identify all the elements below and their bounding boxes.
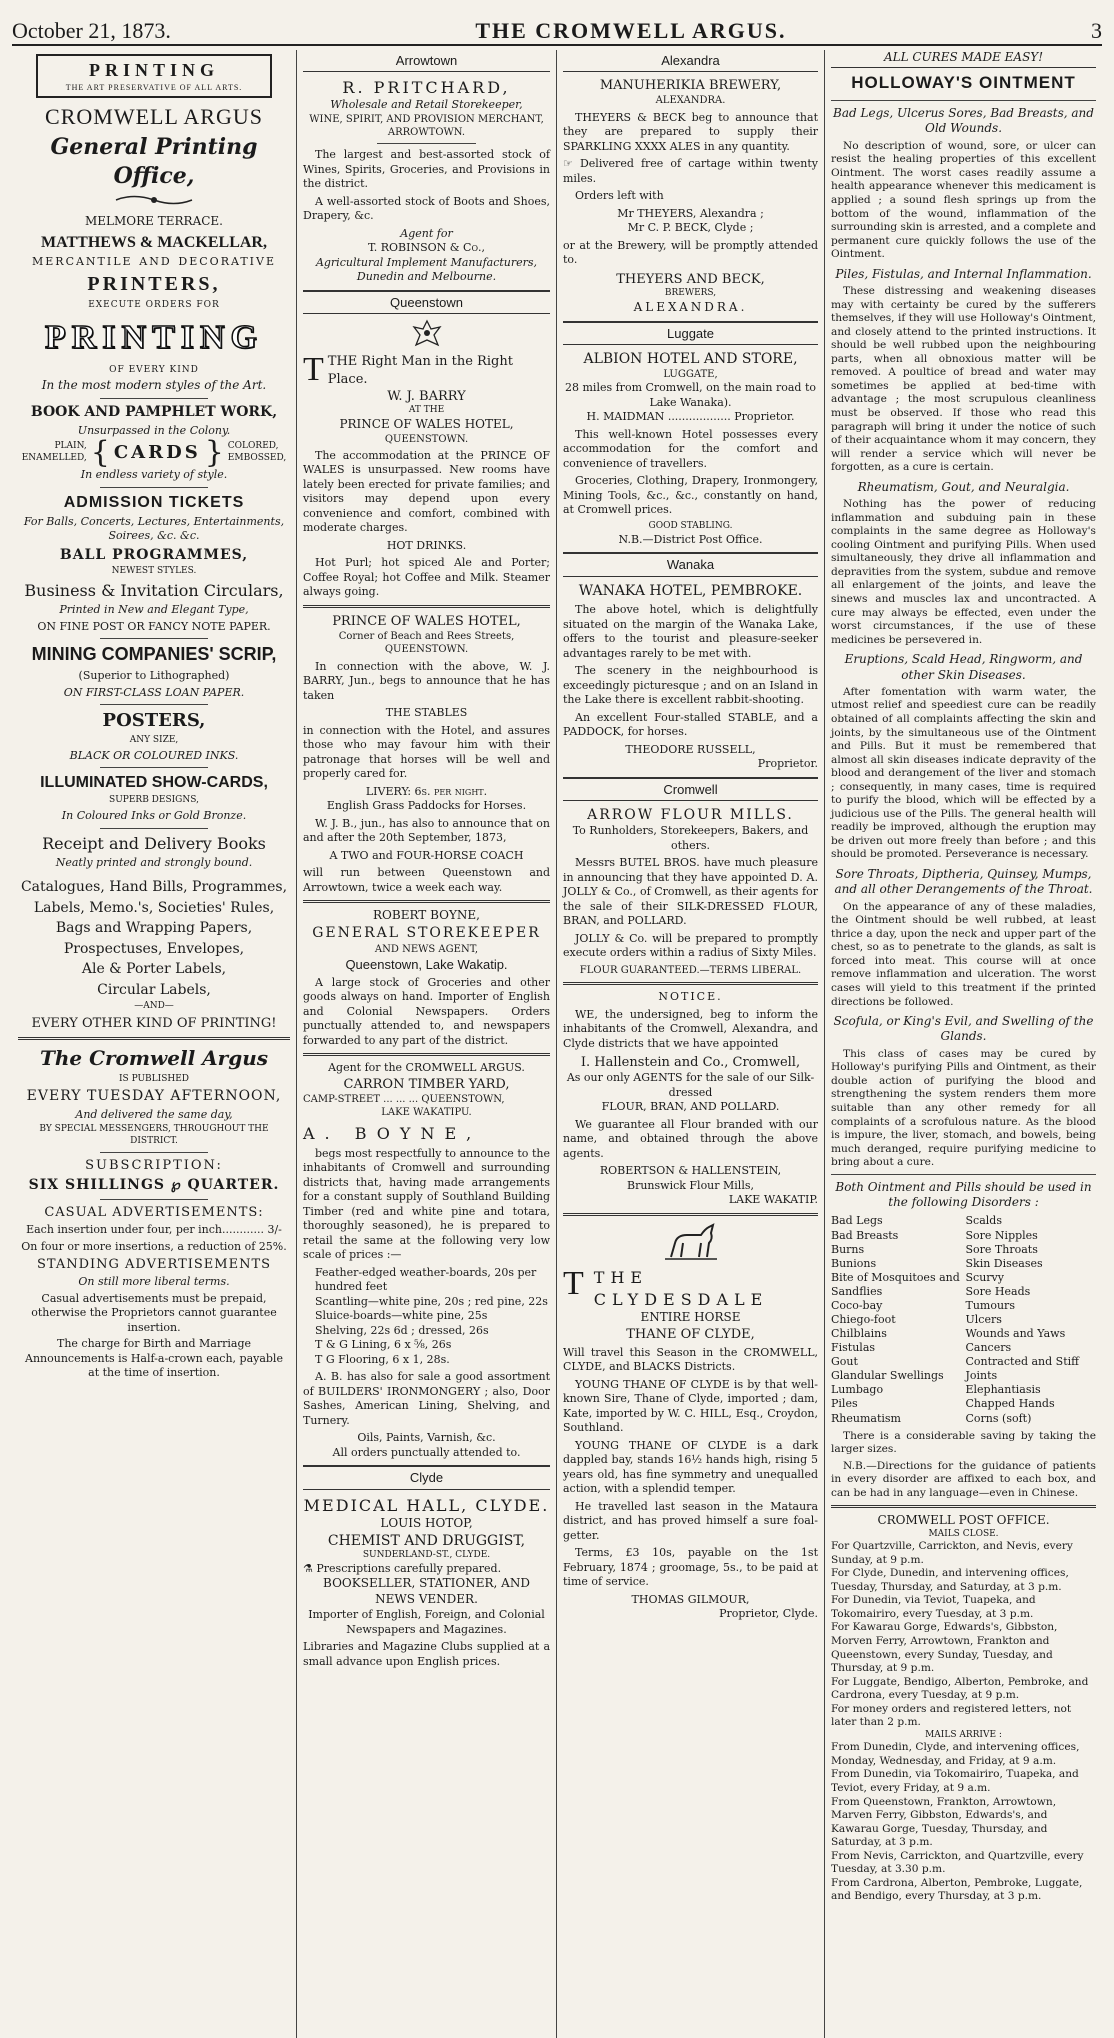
holloway-p5: On the appearance of any of these maladies, the Ointment should be well rubbed, at least thrice a day, upon the neck and upper part of the chest, so as to penetrate to the glands, as salt is forced into meat. This course will at once remove inflammation and ulceration. The worst cases will yield to this treatment if the printed directions be followed. [831, 900, 1096, 1008]
mr-theyers: Mr THEYERS, Alexandra ; [617, 206, 764, 220]
sunderland-st: SUNDERLAND-ST., CLYDE. [362, 1550, 491, 1561]
chemist-druggist: CHEMIST AND DRUGGIST, [327, 1532, 526, 1549]
four-insertions: On four or more insertions, a reduction of 25%. [21, 1239, 287, 1253]
agricultural: Agricultural Implement Manufacturers, Dunedin and Melbourne. [315, 255, 538, 284]
prince-of-wales: PRINCE OF WALES HOTEL, [339, 416, 514, 431]
delivered-free [563, 157, 818, 186]
disorder-item: Bite of Mosquitoes and Sandflies [831, 1270, 960, 1298]
all-orders: All orders punctually attended to. [332, 1445, 521, 1459]
brace-right-icon: } [204, 435, 224, 471]
casual-prepaid: Casual advertisements must be prepaid, otherwise the Proprietors cannot guarantee insertion. [31, 1291, 277, 1334]
alexandra-2: ALEXANDRA. [633, 299, 748, 314]
price-item: T & G Lining, 6 x ⅝, 26s [315, 1338, 452, 1352]
mercantile-label: MERCANTILE [32, 254, 133, 268]
and-separator: —AND— [134, 1001, 174, 1012]
divider [100, 828, 209, 829]
to-runholders: To Runholders, Storekeepers, Bakers, and others. [572, 824, 809, 852]
general-storekeeper: GENERAL STOREKEEPER [312, 925, 541, 942]
columns [12, 50, 1102, 2038]
luggate-label: LUGGATE, [663, 369, 718, 381]
ball-programmes: BALL PROGRAMMES, [59, 546, 249, 563]
price-item: Shelving, 22s 6d ; dressed, 26s [315, 1323, 489, 1337]
wanaka-p5: The scenery in the neighbourhood is exceedingly picturesque ; and on an Island in the Lake there is excellent rabbit-shooting. [563, 664, 818, 707]
newest-styles: NEWEST STYLES. [111, 566, 197, 577]
divider [100, 1152, 209, 1153]
bags-papers: Bags and Wrapping Papers, [55, 920, 253, 937]
disorder-item: Cancers [965, 1341, 1012, 1355]
holloway-p6: This class of cases may be cured by Holloway's purifying Pills and Ointment, as their double action of purifying the blood and strengthening the system renders them more suitable than any other remedy for all complaints of a scrofulous nature. As the blood is impure, the liver, stomach, and bowels, being much deranged, require purifying medicine to bring about a cure. [831, 1047, 1096, 1169]
holloway-p8: N.B.—Directions for the guidance of patients in every disorder are affixed to each box, and can be had in any language—even in Chinese. [831, 1459, 1096, 1499]
robertson-hallenstein: ROBERTSON & HALLENSTEIN, [599, 1164, 782, 1178]
mortar-icon: ⚗ [303, 1561, 313, 1575]
mail-entry: For Luggate, Bendigo, Alberton, Pembroke, and Cardrona, every Tuesday, at 9 p.m. [831, 1675, 1089, 1702]
circular-labels: Circular Labels, [97, 981, 211, 998]
mail-entry: From Nevis, Carrickton, and Quartzville, every Tuesday, at 3.30 p.m. [831, 1849, 1084, 1876]
notice-p11: We guarantee all Flour branded with our name, and obtained through the above agents. [563, 1117, 818, 1160]
disorder-item: Burns [831, 1242, 865, 1256]
theodore-russell: THEODORE RUSSELL, [625, 742, 756, 756]
holloway-p2: These distressing and weakening diseases may with certainty be cured by the sufferers themselves, if they will use Holloway's Ointment, and closely attend to the printed instructions. It should be well rubbed upon the neighbouring parts, when all obnoxious matter will be removed. A poultice of bread and water may sometimes be applied at bed-time with advantage ; the most scrupulous cleanliness must be observed. If those who read this paragraph will bring it under the notice of such of their acquaintance whom it may concern, they will render a service which will never be forgotten, as a cure is certain. [831, 285, 1096, 474]
printers-heading: PRINTERS, [87, 273, 221, 296]
printing-banner-title: PRINTING [88, 60, 219, 80]
horse-p15: He travelled last season in the Mataura district, and has proved himself a sure foal-getter. [563, 1499, 818, 1542]
brewery: MANUHERIKIA BREWERY, [599, 78, 782, 94]
disorder-item: Skin Diseases [965, 1256, 1043, 1270]
divider [377, 143, 476, 144]
alexandra-label: ALEXANDRA. [655, 95, 726, 107]
cards-line [18, 435, 290, 471]
book-pamphlet: BOOK AND PAMPHLET WORK, [30, 404, 278, 421]
holloway-p3: Nothing has the power of reducing inflammation and subduing pain in these complaints in the same degree as Holloway's cooling Ointment and purifying Pills. When used simultaneously, they drive all inflammation and depravities from the system, subdue and remove all enlargement of the joints, and leave the sinews and muscles lax and uncontracted. A cure may always be effected, even under the worst circumstances, if the use of these medicines be persevered in. [831, 498, 1096, 646]
drop-cap: T [303, 351, 324, 389]
section-arrowtown: Arrowtown [303, 50, 550, 72]
pointing-hand-icon: ☞ [563, 157, 573, 171]
disorder-item: Wounds and Yaws [965, 1327, 1066, 1341]
decorative-label: DECORATIVE [178, 254, 276, 268]
brewery-prompt: or at the Brewery, will be promptly attended to. [563, 238, 818, 267]
price-item: Scantling—white pine, 20s ; red pine, 22s [315, 1294, 548, 1308]
page-number: 3 [1090, 18, 1102, 43]
albion-hotel: ALBION HOTEL AND STORE, [583, 350, 798, 367]
superb-designs: SUPERB DESIGNS, [109, 795, 199, 806]
prospectuses: Prospectuses, Envelopes, [63, 940, 245, 957]
divider [831, 1174, 1096, 1175]
cards-label: CARDS [113, 442, 201, 464]
mail-entry: From Dunedin, via Tokomairiro, Tuapeka, and Teviot, every Friday, at 9 a.m. [831, 1768, 1079, 1795]
for-balls: For Balls, Concerts, Lectures, Entertainments, Soirees, &c. &c. [23, 514, 285, 543]
column-alexandra-cromwell [556, 50, 824, 2038]
heading-scrofula: Scofula, or King's Evil, and Swelling of the Glands. [833, 1014, 1094, 1044]
standing-ads: STANDING ADVERTISEMENTS [36, 1257, 272, 1273]
drop-cap: T [563, 1265, 590, 1303]
prescriptions: Prescriptions carefully prepared. [316, 1561, 502, 1575]
printing-decorative-heading: PRINTING [44, 318, 264, 356]
disorder-item: Scalds [965, 1214, 1002, 1228]
barry-p8: will run between Queenstown and Arrowtown, twice a week each way. [303, 866, 550, 894]
price-item: Feather-edged weather-boards, 20s per hundred feet [315, 1265, 537, 1294]
and-label: AND [139, 254, 172, 268]
section-luggate: Luggate [563, 321, 818, 345]
special-messengers: BY SPECIAL MESSENGERS, THROUGHOUT THE DISTRICT. [39, 1124, 269, 1147]
heading-piles: Piles, Fistulas, and Internal Inflammation. [835, 266, 1092, 281]
holloway-p1: No description of wound, sore, or ulcer can resist the healing properties of this excellent Ointment. The worst cases readily assume a health appearance whenever this medicament is applied ; a sound flesh springs up from the bottom of the wound, inflammation of the surrounding skin is arrested, and a complete and permanent cure quickly follows the use of the Ointment. [831, 139, 1096, 261]
mining-scrip: MINING COMPANIES' SCRIP, [31, 644, 277, 665]
right-man [303, 353, 550, 387]
barry-p3: The accommodation at the PRINCE OF WALES is unsurpassed. New rooms have lately been erected for private families; and visitors may depend upon every convenience and comfort, combined with moderate charges. [303, 448, 550, 535]
mr-beck: Mr C. P. BECK, Clyde ; [627, 221, 754, 235]
heading-eruptions: Eruptions, Scald Head, Ringworm, and other Skin Diseases. [844, 652, 1083, 682]
modern-styles: In the most modern styles of the Art. [41, 378, 267, 393]
birth-charge: The charge for Birth and Marriage Announcements is Half-a-crown each, payable at the time of insertion. [25, 1337, 283, 1380]
section-wanaka: Wanaka [563, 552, 818, 576]
theyers-beck: THEYERS AND BECK, [616, 271, 765, 287]
gilmour-proprietor: Proprietor, Clyde. [719, 1607, 818, 1621]
disorder-item: Sore Nipples [965, 1228, 1038, 1242]
right-man-text: THE Right Man in the Right Place. [327, 354, 513, 387]
wanaka-p4: The above hotel, which is delightfully situated on the margin of the Wanaka Lake, offers to the tourist and pleasure-seeker advantages rarely to be met with. [563, 602, 818, 660]
posters: POSTERS, [102, 710, 206, 732]
heading-sore-throats: Sore Throats, Diptheria, Quinsey, Mumps, and all other Derangements of the Throat. [834, 866, 1093, 897]
is-published: IS PUBLISHED [118, 1073, 189, 1084]
disorder-item: Contracted and Stiff Joints [965, 1355, 1079, 1383]
coloured-inks: In Coloured Inks or Gold Bronze. [61, 809, 247, 823]
mail-entry: For Kawarau Gorge, Edwards's, Gibbston, Morven Ferry, Arrowtown, Frankton and Queenstown, every Sunday, Tuesday, and Thursday, at 9 p.m. [831, 1621, 1058, 1675]
catalogues: Catalogues, Hand Bills, Programmes, [20, 879, 288, 896]
lake-wakatipu: LAKE WAKATIPU. [381, 1107, 472, 1119]
double-rule [18, 1037, 290, 1040]
printing-banner-sub: THE ART PRESERVATIVE OF ALL ARTS. [65, 82, 243, 92]
pritchard-p1: The largest and best-assorted stock of Wines, Spirits, Groceries, and Provisions in the district. [303, 148, 550, 191]
column-printing-office [12, 50, 296, 2038]
queenstown-label: QUEENSTOWN. [384, 433, 469, 445]
mails-close-list [831, 1540, 1096, 1730]
colored-label: COLORED, [227, 441, 279, 452]
robinson: T. ROBINSON & Co., [368, 241, 485, 255]
section-cromwell: Cromwell [563, 777, 818, 801]
six-shillings: SIX SHILLINGS ℘ QUARTER. [28, 1177, 280, 1194]
pritchard-p2: A well-assorted stock of Boots and Shoes, Drapery, &c. [303, 194, 550, 223]
column-arrowtown-queenstown [296, 50, 556, 2038]
wine-merchant: WINE, SPIRIT, AND PROVISION MERCHANT, [309, 113, 544, 125]
mail-entry: For Dunedin, via Teviot, Tuapeka, and Tokomairiro, every Tuesday, at 3 p.m. [831, 1594, 1036, 1620]
first-class-paper: ON FIRST-CLASS LOAN PAPER. [63, 685, 245, 699]
mail-entry: From Queenstown, Frankton, Arrowtown, Marven Ferry, Gibbston, Edwards's, and Kawarau Gorge, Tuesday, Thursday, and Saturday, at 3 p.m. [831, 1795, 1057, 1849]
agent-for: Agent for [400, 226, 453, 240]
arrow-flour-mills: ARROW FLOUR MILLS. [587, 806, 794, 823]
liberal-terms: On still more liberal terms. [78, 1275, 230, 1289]
prescriptions-line [303, 1562, 550, 1577]
divider [831, 100, 1096, 101]
disorder-item: Tumours [965, 1298, 1015, 1312]
bookseller: BOOKSELLER, STATIONER, AND NEWS VENDER. [323, 1576, 530, 1607]
agent-argus: Agent for the CROMWELL ARGUS. [328, 1061, 525, 1075]
mail-entry: From Dunedin, Clyde, and intervening offices, Monday, Wednesday, and Friday, at 9 a.m. [831, 1741, 1080, 1767]
good-stabling: GOOD STABLING. [648, 520, 733, 531]
camp-street: CAMP-STREET ... ... ... QUEENSTOWN, [303, 1094, 505, 1106]
scroll-ornament-icon [18, 193, 290, 212]
robert-boyne: ROBERT BOYNE, [373, 908, 480, 923]
newspaper-title: THE CROMWELL ARGUS. [475, 18, 787, 43]
mercantile-decorative [18, 255, 290, 270]
at-the: AT THE [408, 404, 445, 415]
hallenstein: I. Hallenstein and Co., Cromwell, [580, 1055, 801, 1071]
double-rule [831, 1505, 1096, 1508]
district-post: N.B.—District Post Office. [618, 532, 763, 546]
barry: W. J. BARRY [387, 388, 466, 404]
section-alexandra: Alexandra [563, 50, 818, 72]
stables: THE STABLES [385, 706, 468, 720]
heading-rheumatism: Rheumatism, Gout, and Neuralgia. [857, 479, 1070, 494]
boyne-p9: A large stock of Groceries and other goods always on hand. Importer of English and Colonial Newspapers. Orders punctually attended to, and newspapers forwarded to any part of the district. [303, 975, 550, 1047]
paddocks: English Grass Paddocks for Horses. [326, 799, 527, 813]
disorder-item: Elephantiasis [965, 1383, 1041, 1397]
disorder-item: Chapped Hands [965, 1397, 1055, 1411]
news-agent: AND NEWS AGENT, [374, 943, 479, 955]
disorders-list [831, 1214, 1096, 1425]
every-other-kind: EVERY OTHER KIND OF PRINTING! [31, 1016, 277, 1032]
flour-bran-pollard: FLOUR, BRAN, AND POLLARD. [601, 1100, 780, 1114]
brace-left-icon: { [90, 435, 110, 471]
prince-of-wales-2: PRINCE OF WALES HOTEL, [332, 613, 521, 629]
barry-p5: In connection with the above, W. J. BARRY, Jun., begs to announce that he has taken [303, 659, 550, 702]
subscription: SUBSCRIPTION: [85, 1158, 223, 1174]
mails-arrive-list [831, 1741, 1096, 1904]
double-rule [303, 900, 550, 903]
orders-left: Orders left with [575, 189, 664, 203]
issue-date: October 21, 1873. [12, 18, 171, 43]
brewers: BREWERS, [664, 287, 717, 298]
mail-entry: For Clyde, Dunedin, and intervening offices, Tuesday, Thursday, and Saturday, at 3 p.m. [831, 1567, 1069, 1593]
enamelled-label: ENAMELLED, [21, 453, 87, 464]
lake-wakatip-2: LAKE WAKATIP. [728, 1193, 818, 1207]
of-every-kind: OF EVERY KIND [109, 364, 199, 375]
disorder-item: Bad Legs [831, 1214, 883, 1228]
double-rule [563, 1213, 818, 1216]
libraries: Libraries and Magazine Clubs supplied at a small advance upon English prices. [303, 1640, 550, 1668]
office-address: MELMORE TERRACE. [84, 213, 223, 228]
horse-p16: Terms, £3 10s, payable on the 1st February, 1874 ; groomage, 5s., to be paid at time of service. [563, 1546, 818, 1589]
business-circulars: Business & Invitation Circulars, [24, 581, 284, 601]
divider [100, 487, 209, 488]
pritchard-heading: R. PRITCHARD, [342, 78, 511, 98]
price-item: Sluice-boards—white pine, 25s [315, 1309, 488, 1323]
unsurpassed: Unsurpassed in the Colony. [77, 423, 231, 437]
miles-from-cromwell: 28 miles from Cromwell, on the main road to Lake Wanaka). [565, 381, 816, 409]
plain-label: PLAIN, [54, 441, 87, 452]
pritchard-sub: Wholesale and Retail Storekeeper, [330, 98, 523, 112]
disorder-item: Chiego-foot [831, 1312, 896, 1326]
horse-icon [563, 1221, 818, 1268]
arrowtown-label: ARROWTOWN. [387, 126, 466, 138]
queenstown-2: QUEENSTOWN. [384, 644, 469, 656]
horse-p14: YOUNG THANE OF CLYDE is a dark dappled bay, stands 16½ hands high, rising 5 years old, has fine symmetry and unequalled action, with a splendid temper. [563, 1438, 818, 1496]
disorders-left [831, 1214, 962, 1425]
casual-ads: CASUAL ADVERTISEMENTS: [44, 1204, 264, 1220]
price-list [303, 1266, 550, 1368]
receipt-books: Receipt and Delivery Books [42, 833, 266, 853]
disorder-item: Corns (soft) [965, 1411, 1032, 1425]
labels-memos: Labels, Memo.'s, Societies' Rules, [33, 899, 275, 916]
double-rule [303, 1053, 550, 1056]
clydesdale [563, 1267, 818, 1309]
disorders-right [966, 1214, 1097, 1425]
paper-name: The Cromwell Argus [39, 1046, 268, 1071]
notice-p10: As our only AGENTS for the sale of our Silk-dressed [566, 1071, 815, 1099]
delivered-same-day: And delivered the same day, [75, 1107, 233, 1121]
notice-p9: WE, the undersigned, beg to inform the inhabitants of the Cromwell, Alexandra, and Clyde districts that we have appointed [563, 1007, 818, 1050]
printed-new-type: Printed in New and Elegant Type, [59, 603, 249, 617]
disorder-item: Sore Heads [965, 1284, 1031, 1298]
divider [100, 767, 209, 768]
each-insertion: Each insertion under four, per inch............ 3/- [26, 1223, 282, 1236]
masthead [12, 8, 1102, 46]
disorder-item: Lumbago [831, 1383, 884, 1397]
brewery-p1: THEYERS & BECK beg to announce that they are prepared to supply their SPARKLING XXXX ALES in any quantity. [563, 110, 818, 153]
boyne-p11: A. B. has also for sale a good assortment of BUILDERS' IRONMONGERY ; also, Door Sashes, American Lining, Shelving, and Turnery. [303, 1370, 550, 1427]
heading-disorders: Both Ointment and Pills should be used in the following Disorders : [835, 1179, 1092, 1210]
execute-orders: EXECUTE ORDERS FOR [88, 299, 220, 310]
albion-p2: This well-known Hotel possesses every accommodation for the comfort and convenience of travellers. [563, 427, 818, 470]
divider [100, 638, 209, 639]
flour-guaranteed: FLOUR GUARANTEED.—TERMS LIBERAL. [579, 964, 802, 976]
livery: LIVERY: 6s. per night. [365, 784, 488, 798]
hot-drinks: HOT DRINKS. [386, 538, 467, 552]
proprietors: MATTHEWS & MACKELLAR, [41, 233, 267, 251]
embossed-label: EMBOSSED, [227, 453, 287, 464]
thane-of-clyde: THANE OF CLYDE, [626, 1326, 755, 1342]
double-rule [303, 605, 550, 608]
clydesdale-text: THE CLYDESDALE [593, 1268, 769, 1309]
importer: Importer of English, Foreign, and Colonial Newspapers and Magazines. [308, 1608, 545, 1636]
horse-p13: YOUNG THANE OF CLYDE is by that well-known Sire, Thane of Clyde, imported ; dam, Kate, imported by W. C. HILL, Esq., Croydon, Southland. [563, 1377, 818, 1435]
lake-wakatip: Queenstown, Lake Wakatip. [345, 956, 508, 972]
disorder-item: Scurvy [965, 1270, 1004, 1284]
endless-variety: In endless variety of style. [80, 468, 228, 482]
barry-p4: Hot Purl; hot spiced Ale and Porter; Coffee Royal; hot Coffee and Milk. Steamer always going. [303, 556, 550, 599]
boyne-p10: begs most respectfully to announce to the inhabitants of Cromwell and surrounding districts that, having made arrangements for a constant supply of Southland Building Timber (red and white pine and totara, thoroughly seasoned), he is prepared to retail the same at the following very low scale of prices :— [303, 1146, 550, 1262]
albion-p3: Groceries, Clothing, Drapery, Ironmongery, Mining Tools, &c., &c., constantly on hand, at Cromwell prices. [563, 474, 818, 517]
mail-entry: For Quartzville, Carrickton, and Nevis, every Sunday, at 9 p.m. [831, 1540, 1073, 1566]
delivered-text: Delivered free of cartage within twenty miles. [563, 157, 818, 185]
any-size: ANY SIZE, [129, 734, 179, 745]
mills-p7: Messrs BUTEL BROS. have much pleasure in announcing that they have appointed D. A. JOLLY & Co., of Cromwell, as their agents for the sale of their SILK-DRESSED FLOUR, BRAN, and POLLARD. [563, 856, 818, 928]
neatly-printed: Neatly printed and strongly bound. [55, 855, 253, 869]
entire-horse: ENTIRE HORSE [640, 1309, 741, 1324]
disorder-item: Bad Breasts [831, 1228, 899, 1242]
section-clyde: Clyde [303, 1465, 550, 1489]
maidman: H. MAIDMAN .................. Proprietor. [586, 410, 795, 424]
superior-litho: (Superior to Lithographed) [78, 669, 230, 683]
wanaka-hotel: WANAKA HOTEL, PEMBROKE. [578, 582, 803, 599]
barry-p6: in connection with the Hotel, and assures those who may favour him with their patronage that horses will be well and properly cared for. [303, 723, 550, 781]
disorder-item: Gout [831, 1355, 858, 1369]
mail-entry: For money orders and registered letters, not later than 2 p.m. [831, 1702, 1072, 1729]
louis-hotop: LOUIS HOTOP, [380, 1515, 473, 1530]
a-boyne: A. BOYNE, [303, 1123, 482, 1143]
general-printing-office: General Printing Office, [50, 134, 258, 190]
disorder-item: Fistulas [831, 1341, 876, 1355]
post-office-title: CROMWELL POST OFFICE. [877, 1513, 1050, 1528]
medical-hall: MEDICAL HALL, CLYDE. [303, 1495, 550, 1515]
fine-post: ON FINE POST OR FANCY NOTE PAPER. [37, 619, 271, 633]
thomas-gilmour: THOMAS GILMOUR, [631, 1592, 750, 1606]
mills-p8: JOLLY & Co. will be prepared to promptly execute orders within a radius of Sixty Miles. [563, 931, 818, 960]
brunswick-mills: Brunswick Flour Mills, [627, 1178, 754, 1192]
crest-icon [303, 319, 550, 354]
column-holloway [824, 50, 1102, 2038]
holloway-title: HOLLOWAY'S OINTMENT [851, 73, 1076, 93]
holloway-p7: There is a considerable saving by taking the larger sizes. [831, 1429, 1096, 1456]
wanaka-p6: An excellent Four-stalled STABLE, and a PADDOCK, for horses. [563, 710, 818, 739]
disorder-item: Chilblains [831, 1327, 887, 1341]
mail-entry: From Cardrona, Alberton, Pembroke, Luggate, and Bendigo, every Thursday, at 3 p.m. [831, 1876, 1083, 1903]
cromwell-argus-heading: CROMWELL ARGUS [45, 104, 263, 130]
double-rule [563, 982, 818, 985]
all-cures: ALL CURES MADE EASY! [831, 50, 1096, 68]
admission-tickets: ADMISSION TICKETS [63, 493, 245, 511]
mails-close: MAILS CLOSE. [928, 1528, 999, 1539]
disorder-item: Bunions [831, 1256, 877, 1270]
corner-streets: Corner of Beach and Rees Streets, [338, 631, 515, 643]
divider [100, 398, 209, 399]
divider [100, 704, 209, 705]
black-inks: BLACK OR COLOURED INKS. [69, 748, 239, 762]
disorder-item: Rheumatism [831, 1411, 901, 1425]
disorder-item: Glandular Swellings [831, 1369, 944, 1383]
holloway-p4: After fomentation with warm water, the utmost relief and speediest cure can be readily obtained of all complaints affecting the skin and joints, by the simultaneous use of the Ointment and Pills. But it must be remembered that almost all skin diseases indicate depravity of the blood and derangement of the liver and stomach ; consequently, in many cases, time is required to purify the blood, which will be effected by a judicious use of the Pills. The general health will readily be improved, although the eruption may be driven out more freely than before ; and this should be promoted. Perseverance is necessary. [831, 685, 1096, 861]
printing-banner [36, 54, 272, 98]
horse-p12: Will travel this Season in the CROMWELL, CLYDE, and BLACKS Districts. [563, 1345, 818, 1374]
wanaka-proprietor: Proprietor. [757, 757, 818, 771]
disorder-item: Ulcers [965, 1312, 1002, 1326]
carron-timber: CARRON TIMBER YARD, [343, 1076, 510, 1092]
disorder-item: Piles [831, 1397, 858, 1411]
price-item: T G Flooring, 6 x 1, 28s. [315, 1352, 450, 1366]
notice: NOTICE. [658, 990, 723, 1004]
mails-arrive: MAILS ARRIVE : [925, 1729, 1002, 1740]
illuminated-showcards: ILLUMINATED SHOW-CARDS, [40, 774, 268, 792]
oils-paints: Oils, Paints, Varnish, &c. [357, 1431, 496, 1445]
barry-p7: W. J. B., jun., has also to announce that on and after the 20th September, 1873, [303, 816, 550, 845]
disorder-item: Sore Throats [965, 1242, 1038, 1256]
coach: A TWO and FOUR-HORSE COACH [329, 848, 524, 862]
disorder-item: Coco-bay [831, 1298, 883, 1312]
ale-labels: Ale & Porter Labels, [81, 961, 227, 978]
heading-bad-legs: Bad Legs, Ulcerus Sores, Bad Breasts, and Old Wounds. [833, 106, 1094, 136]
divider [100, 1199, 209, 1200]
section-queenstown: Queenstown [303, 290, 550, 314]
every-tuesday: EVERY TUESDAY AFTERNOON, [26, 1088, 282, 1105]
